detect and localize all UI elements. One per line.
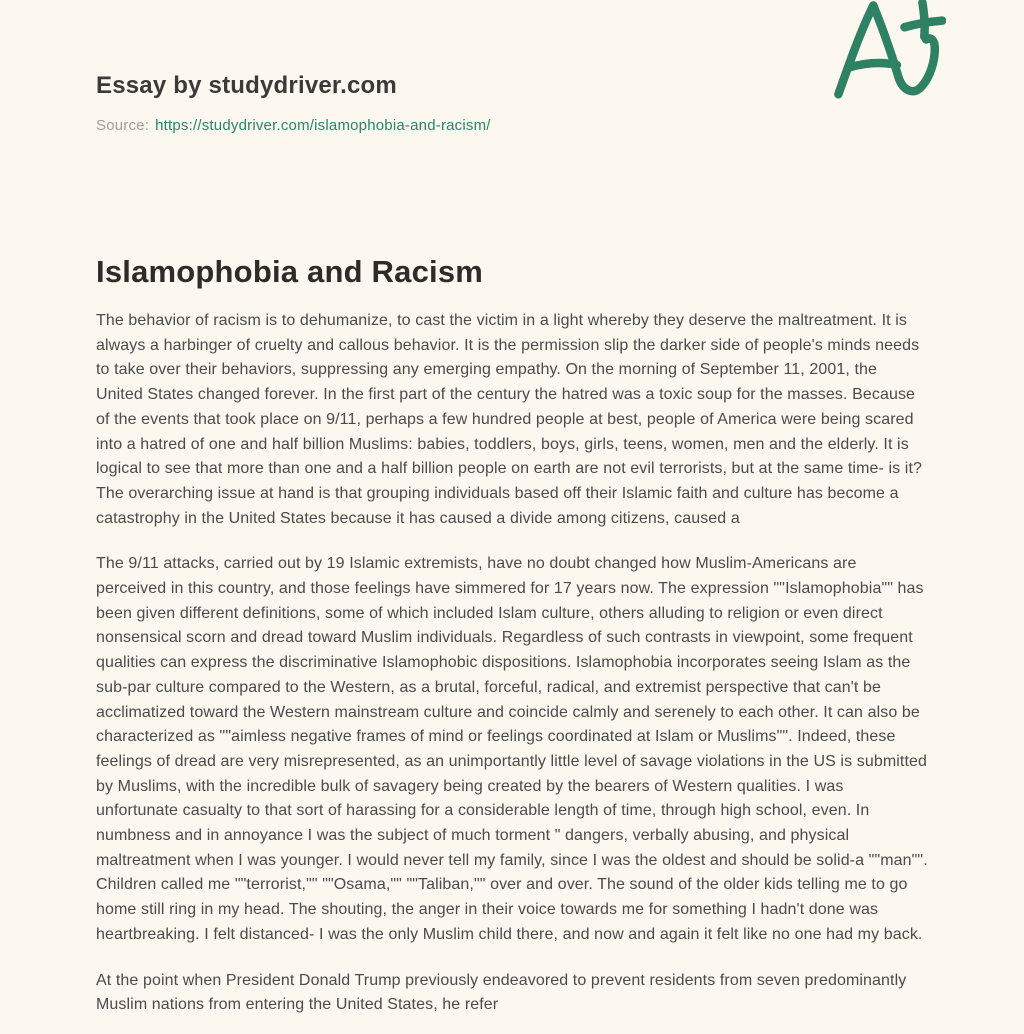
essay-body	[96, 309, 928, 1018]
essay-paragraph-2: The 9/11 attacks, carried out by 19 Islamic extremists, have no doubt changed how Muslim-Americans are perceived in this country, and those feelings have simmered for 17 years now. The expression ""Islamophobia"" has been given different definitions, some of which included Islam culture, others alluding to religion or even direct nonsensical scorn and dread toward Muslim individuals. Regardless of such contrasts in viewpoint, some frequent qualities can express the discriminative Islamophobic dispositions. Islamophobia incorporates seeing Islam as the sub-par culture compared to the Western, as a brutal, forceful, radical, and extremist perspective that can't be acclimatized toward the Western mainstream culture and coincide calmly and serenely to each other. It can also be characterized as ""aimless negative frames of mind or feelings coordinated at Islam or Muslims"". Indeed, these feelings of dread are very misrepresented, as an unimportantly little level of savage violations in the US is submitted by Muslims, with the incredible bulk of savagery being created by the bearers of Western qualities. I was unfortunate casualty to that sort of harassing for a considerable length of time, through high school, even. In numbness and in annoyance I was the subject of much torment " dangers, verbally abusing, and physical maltreatment when I was younger. I would never tell my family, since I was the oldest and should be solid-a ""man"". Children called me ""terrorist,"" ""Osama,"" ""Taliban,"" over and over. The sound of the older kids telling me to go home still ring in my head. The shouting, the anger in their voice towards me for something I hadn't done was heartbreaking. I felt distanced- I was the only Muslim child there, and now and again it felt like no one had my back.	[96, 555, 928, 943]
brand-logo	[828, 0, 946, 104]
essay-paragraph-1: The behavior of racism is to dehumanize, to cast the victim in a light whereby they deserve the maltreatment. It is always a harbinger of cruelty and callous behavior. It is the permission slip the darker side of people's minds needs to take over their behaviors, suppressing any emerging empathy. On the morning of September 11, 2001, the United States changed forever. In the first part of the century the hatred was a toxic soup for the masses. Because of the events that took place on 9/11, perhaps a few hundred people at best, people of America were being scared into a hatred of one and half billion Muslims: babies, toddlers, boys, girls, teens, women, men and the elderly. It is logical to see that more than one and a half billion people on earth are not evil terrorists, but at the same time- is it? The overarching issue at hand is that grouping individuals based off their Islamic faith and culture has become a catastrophy in the United States because it has caused a divide among citizens, caused a	[96, 312, 922, 527]
page-title: Essay by studydriver.com	[96, 72, 397, 99]
essay-content	[96, 254, 928, 1018]
essay-paragraph-3: At the point when President Donald Trump previously endeavored to prevent residents from seven predominantly Muslim nations from entering the United States, he refer	[96, 971, 907, 1014]
source-label: Source:	[96, 117, 150, 134]
essay-page	[96, 0, 928, 1018]
source-link[interactable]: https://studydriver.com/islamophobia-and-racism/	[155, 117, 491, 134]
source-row	[96, 117, 928, 134]
page-header	[96, 72, 928, 134]
a-plus-logo-icon	[828, 0, 946, 104]
essay-title: Islamophobia and Racism	[96, 254, 484, 289]
